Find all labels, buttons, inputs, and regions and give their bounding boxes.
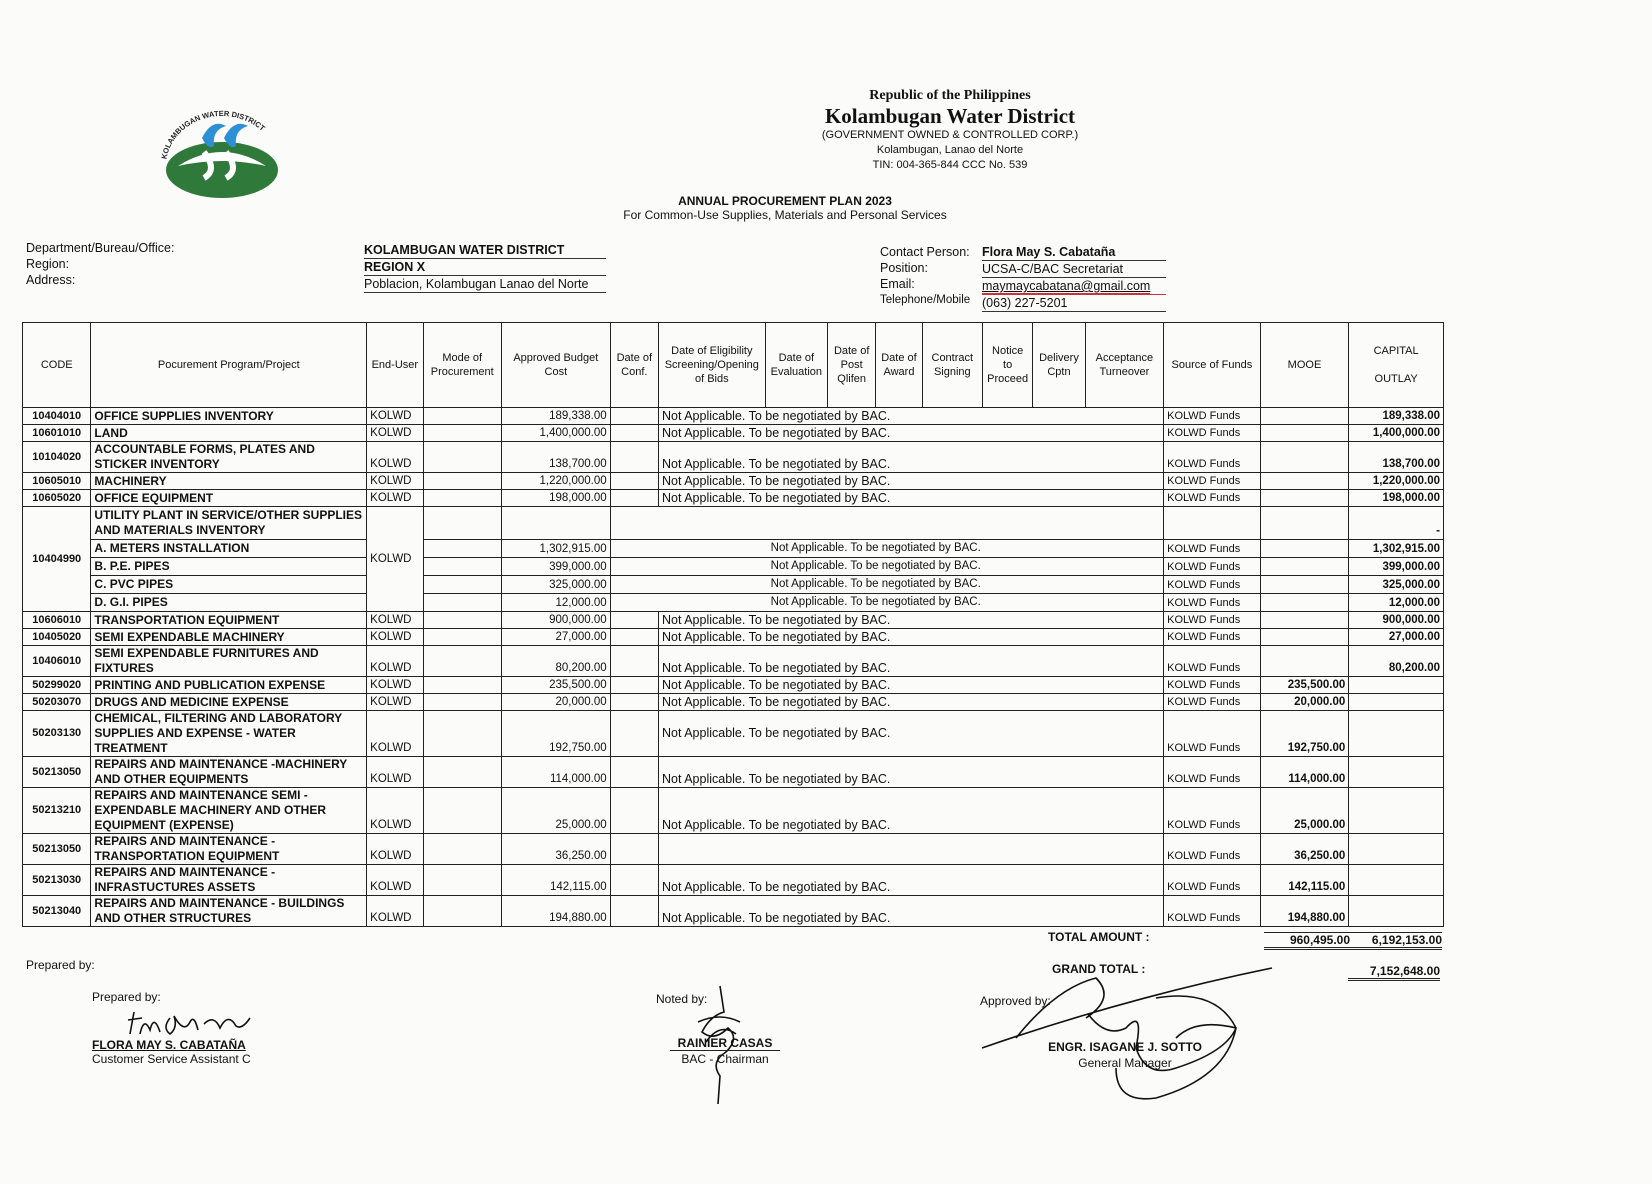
table-cell	[1349, 834, 1444, 865]
table-cell: LAND	[91, 425, 367, 442]
table-cell	[423, 507, 501, 540]
table-cell	[610, 711, 658, 757]
table-cell: KOLWD Funds	[1164, 557, 1261, 575]
plan-title-block	[560, 194, 1010, 222]
col-mooe: MOOE	[1260, 323, 1349, 408]
table-row	[23, 507, 1444, 540]
table-cell: 114,000.00	[501, 757, 610, 788]
table-cell: 10605020	[23, 490, 91, 507]
dept-label: Department/Bureau/Office:	[26, 241, 175, 255]
table-row	[23, 694, 1444, 711]
table-cell: 1,400,000.00	[501, 425, 610, 442]
table-cell	[423, 612, 501, 629]
col-capital: CAPITAL OUTLAY	[1349, 323, 1444, 408]
table-row	[23, 865, 1444, 896]
table-cell	[1260, 490, 1349, 507]
table-row	[23, 442, 1444, 473]
table-cell: OFFICE EQUIPMENT	[91, 490, 367, 507]
table-cell	[423, 711, 501, 757]
table-cell: 192,750.00	[1260, 711, 1349, 757]
region-value: REGION X	[364, 259, 606, 276]
table-cell: 198,000.00	[1349, 490, 1444, 507]
table-row	[23, 711, 1444, 757]
table-cell: KOLWD Funds	[1164, 539, 1261, 557]
table-cell: -	[1349, 507, 1444, 540]
contact-labels	[880, 244, 970, 308]
table-cell: C. PVC PIPES	[91, 575, 367, 593]
table-cell: 80,200.00	[1349, 646, 1444, 677]
table-cell	[423, 629, 501, 646]
total-mooe: 960,495.00	[1264, 932, 1350, 950]
region-label: Region:	[26, 257, 70, 271]
table-cell: 10606010	[23, 612, 91, 629]
contact-person-label: Contact Person:	[880, 245, 970, 259]
prepared-title: Customer Service Assistant C	[92, 1052, 251, 1066]
table-cell: KOLWD	[367, 694, 423, 711]
table-row	[23, 629, 1444, 646]
table-row	[23, 896, 1444, 927]
contact-phone: (063) 227-5201	[982, 295, 1166, 312]
office-values	[364, 242, 606, 293]
table-cell	[1260, 473, 1349, 490]
table-cell: Not Applicable. To be negotiated by BAC.	[658, 629, 1163, 646]
prepared-label: Prepared by:	[92, 990, 161, 1004]
table-cell: 900,000.00	[1349, 612, 1444, 629]
table-cell: REPAIRS AND MAINTENANCE - TRANSPORTATION EQUIPMENT	[91, 834, 367, 865]
district-logo	[158, 108, 286, 198]
table-cell: 142,115.00	[501, 865, 610, 896]
table-cell	[610, 788, 658, 834]
table-cell	[423, 593, 501, 611]
table-cell: KOLWD	[367, 408, 423, 425]
table-cell: 142,115.00	[1260, 865, 1349, 896]
table-cell	[423, 490, 501, 507]
table-cell	[423, 865, 501, 896]
table-cell: PRINTING AND PUBLICATION EXPENSE	[91, 677, 367, 694]
table-cell: CHEMICAL, FILTERING AND LABORATORY SUPPLIES AND EXPENSE - WATER TREATMENT	[91, 711, 367, 757]
table-cell: KOLWD Funds	[1164, 646, 1261, 677]
plan-subtitle: For Common-Use Supplies, Materials and Personal Services	[623, 208, 947, 222]
table-cell: 27,000.00	[1349, 629, 1444, 646]
table-cell: SEMI EXPENDABLE FURNITURES AND FIXTURES	[91, 646, 367, 677]
table-cell	[610, 694, 658, 711]
table-cell: 20,000.00	[1260, 694, 1349, 711]
corp-type: (GOVERNMENT OWNED & CONTROLLED CORP.)	[821, 129, 1079, 141]
dept-value: KOLAMBUGAN WATER DISTRICT	[364, 242, 606, 259]
table-cell	[610, 757, 658, 788]
table-cell: TRANSPORTATION EQUIPMENT	[91, 612, 367, 629]
position-label: Position:	[880, 261, 928, 275]
table-cell: KOLWD Funds	[1164, 629, 1261, 646]
table-cell	[423, 694, 501, 711]
table-cell: Not Applicable. To be negotiated by BAC.	[658, 896, 1163, 927]
table-cell	[1260, 575, 1349, 593]
table-cell: 399,000.00	[1349, 557, 1444, 575]
noted-label: Noted by:	[656, 992, 708, 1006]
table-cell: KOLWD	[367, 629, 423, 646]
table-cell: REPAIRS AND MAINTENANCE -MACHINERY AND OTHER EQUIPMENTS	[91, 757, 367, 788]
contact-values	[982, 244, 1166, 312]
table-cell: SEMI EXPENDABLE MACHINERY	[91, 629, 367, 646]
col-program: Pocurement Program/Project	[91, 323, 367, 408]
table-cell	[610, 865, 658, 896]
table-cell	[610, 834, 658, 865]
table-cell: 10404990	[23, 507, 91, 612]
table-cell	[610, 612, 658, 629]
noted-name: RAINIER CASAS	[670, 1036, 780, 1051]
table-cell	[1349, 788, 1444, 834]
table-cell: 399,000.00	[501, 557, 610, 575]
noted-title: BAC - Chairman	[681, 1052, 769, 1066]
table-cell: UTILITY PLANT IN SERVICE/OTHER SUPPLIES AND MATERIALS INVENTORY	[91, 507, 367, 540]
table-cell: 325,000.00	[1349, 575, 1444, 593]
table-cell: 325,000.00	[501, 575, 610, 593]
table-cell: KOLWD	[367, 490, 423, 507]
table-cell	[1349, 677, 1444, 694]
table-cell: MACHINERY	[91, 473, 367, 490]
contact-person: Flora May S. Cabataña	[982, 244, 1166, 261]
table-cell	[610, 896, 658, 927]
table-cell: REPAIRS AND MAINTENANCE - INFRASTUCTURES ASSETS	[91, 865, 367, 896]
table-cell	[1260, 539, 1349, 557]
col-post: Date of Post Qlifen	[828, 323, 876, 408]
table-cell: KOLWD	[367, 677, 423, 694]
table-cell: 198,000.00	[501, 490, 610, 507]
table-cell: 192,750.00	[501, 711, 610, 757]
approved-signature	[976, 958, 1276, 1108]
prepared-outer-label: Prepared by:	[26, 958, 95, 972]
col-mode: Mode of Procurement	[423, 323, 501, 408]
table-cell: 138,700.00	[1349, 442, 1444, 473]
table-row	[23, 408, 1444, 425]
table-cell	[610, 442, 658, 473]
table-cell	[610, 425, 658, 442]
table-cell: KOLWD Funds	[1164, 694, 1261, 711]
plan-title: ANNUAL PROCUREMENT PLAN 2023	[678, 194, 892, 208]
table-cell: 50203070	[23, 694, 91, 711]
table-cell: KOLWD Funds	[1164, 788, 1261, 834]
table-cell: Not Applicable. To be negotiated by BAC.	[658, 442, 1163, 473]
table-cell: KOLWD	[367, 865, 423, 896]
table-cell: 10404010	[23, 408, 91, 425]
table-cell: KOLWD	[367, 442, 423, 473]
table-cell: KOLWD	[367, 425, 423, 442]
table-row	[23, 834, 1444, 865]
col-code: CODE	[23, 323, 91, 408]
table-cell	[423, 788, 501, 834]
table-cell: Not Applicable. To be negotiated by BAC.	[658, 711, 1163, 757]
table-cell: KOLWD	[367, 711, 423, 757]
table-cell: Not Applicable. To be negotiated by BAC.	[658, 408, 1163, 425]
table-cell: 235,500.00	[501, 677, 610, 694]
table-cell: 20,000.00	[501, 694, 610, 711]
table-cell: 194,880.00	[1260, 896, 1349, 927]
contact-position: UCSA-C/BAC Secretariat	[982, 261, 1166, 278]
table-cell: Not Applicable. To be negotiated by BAC.	[658, 757, 1163, 788]
table-cell: 27,000.00	[501, 629, 610, 646]
table-cell: Not Applicable. To be negotiated by BAC.	[658, 473, 1163, 490]
table-cell: 189,338.00	[501, 408, 610, 425]
table-cell: A. METERS INSTALLATION	[91, 539, 367, 557]
table-cell	[658, 834, 1163, 865]
table-cell: KOLWD	[367, 507, 423, 612]
email-label: Email:	[880, 277, 915, 291]
col-conf: Date of Conf.	[610, 323, 658, 408]
table-row	[23, 677, 1444, 694]
table-cell	[423, 677, 501, 694]
table-cell: 10605010	[23, 473, 91, 490]
table-cell: KOLWD Funds	[1164, 612, 1261, 629]
table-cell: 10104020	[23, 442, 91, 473]
table-cell	[1349, 896, 1444, 927]
table-cell: 10601010	[23, 425, 91, 442]
table-cell: 50213210	[23, 788, 91, 834]
approved-title: General Manager	[1078, 1056, 1172, 1070]
table-cell: 50213050	[23, 757, 91, 788]
table-cell: KOLWD Funds	[1164, 442, 1261, 473]
table-cell: KOLWD	[367, 646, 423, 677]
table-cell	[1260, 408, 1349, 425]
table-cell: 25,000.00	[501, 788, 610, 834]
table-cell	[423, 425, 501, 442]
table-cell: Not Applicable. To be negotiated by BAC.	[658, 788, 1163, 834]
table-cell	[1260, 646, 1349, 677]
table-cell: 194,880.00	[501, 896, 610, 927]
approved-name: ENGR. ISAGANE J. SOTTO	[1048, 1040, 1202, 1054]
table-cell	[423, 575, 501, 593]
table-header-row	[23, 323, 1444, 408]
table-cell: 1,302,915.00	[1349, 539, 1444, 557]
table-cell: 80,200.00	[501, 646, 610, 677]
table-cell	[423, 834, 501, 865]
grand-total-label: GRAND TOTAL :	[1052, 962, 1146, 976]
table-row	[23, 490, 1444, 507]
table-cell	[1260, 507, 1349, 540]
location: Kolambugan, Lanao del Norte	[876, 144, 1024, 156]
table-cell	[1349, 865, 1444, 896]
table-cell	[610, 677, 658, 694]
table-cell: Not Applicable. To be negotiated by BAC. Not Applicable. To be negotiated by BAC. Not Applicable. To be negotiated by BAC. Not Applicable. To be negotiated by BAC.	[610, 507, 1163, 612]
table-cell: KOLWD	[367, 896, 423, 927]
total-label: TOTAL AMOUNT :	[1048, 930, 1150, 944]
table-cell: OFFICE SUPPLIES INVENTORY	[91, 408, 367, 425]
table-cell: 12,000.00	[1349, 593, 1444, 611]
table-cell: KOLWD	[367, 612, 423, 629]
table-row	[23, 646, 1444, 677]
table-cell: Not Applicable. To be negotiated by BAC.	[658, 646, 1163, 677]
table-cell	[423, 557, 501, 575]
table-cell: KOLWD Funds	[1164, 408, 1261, 425]
table-cell: KOLWD	[367, 757, 423, 788]
table-cell: DRUGS AND MEDICINE EXPENSE	[91, 694, 367, 711]
table-cell: 10406010	[23, 646, 91, 677]
table-cell: KOLWD Funds	[1164, 677, 1261, 694]
col-award: Date of Award	[876, 323, 922, 408]
table-cell	[423, 646, 501, 677]
table-cell	[1164, 507, 1261, 540]
table-cell	[423, 896, 501, 927]
address-value: Poblacion, Kolambugan Lanao del Norte	[364, 276, 606, 293]
table-cell: KOLWD	[367, 788, 423, 834]
table-cell	[610, 490, 658, 507]
republic-line: Republic of the Philippines	[869, 88, 1031, 103]
table-cell: Not Applicable. To be negotiated by BAC.	[658, 490, 1163, 507]
table-cell: KOLWD Funds	[1164, 834, 1261, 865]
table-cell: KOLWD Funds	[1164, 593, 1261, 611]
table-cell: 12,000.00	[501, 593, 610, 611]
table-cell: KOLWD Funds	[1164, 757, 1261, 788]
table-cell: KOLWD	[367, 834, 423, 865]
table-cell	[1260, 442, 1349, 473]
col-ntp: Notice to Proceed	[982, 323, 1032, 408]
table-cell	[610, 646, 658, 677]
table-cell: 138,700.00	[501, 442, 610, 473]
table-cell	[423, 757, 501, 788]
table-cell: Not Applicable. To be negotiated by BAC.	[658, 865, 1163, 896]
table-cell: 1,220,000.00	[501, 473, 610, 490]
table-cell	[423, 408, 501, 425]
table-cell	[1349, 694, 1444, 711]
table-cell: KOLWD Funds	[1164, 575, 1261, 593]
col-end-user: End-User	[367, 323, 423, 408]
table-cell: 189,338.00	[1349, 408, 1444, 425]
col-contract: Contract Signing	[922, 323, 982, 408]
grand-total: 7,152,648.00	[1348, 964, 1440, 981]
table-cell: KOLWD Funds	[1164, 865, 1261, 896]
table-cell	[1260, 425, 1349, 442]
table-cell: 25,000.00	[1260, 788, 1349, 834]
document-header	[700, 88, 1200, 173]
table-cell: Not Applicable. To be negotiated by BAC.	[658, 677, 1163, 694]
table-cell: Not Applicable. To be negotiated by BAC.	[658, 425, 1163, 442]
table-cell: 36,250.00	[501, 834, 610, 865]
table-row	[23, 425, 1444, 442]
table-cell	[423, 539, 501, 557]
table-cell: Not Applicable. To be negotiated by BAC.	[658, 612, 1163, 629]
table-cell: 1,220,000.00	[1349, 473, 1444, 490]
table-cell: 50213040	[23, 896, 91, 927]
table-cell: 36,250.00	[1260, 834, 1349, 865]
table-cell: 900,000.00	[501, 612, 610, 629]
contact-email[interactable]: maymaycabatana@gmail.com	[982, 278, 1166, 295]
table-cell: KOLWD Funds	[1164, 490, 1261, 507]
table-cell: 50213050	[23, 834, 91, 865]
table-cell: KOLWD Funds	[1164, 896, 1261, 927]
table-cell	[610, 408, 658, 425]
table-cell: 235,500.00	[1260, 677, 1349, 694]
table-cell: KOLWD Funds	[1164, 711, 1261, 757]
procurement-table	[22, 322, 1444, 927]
logo-text: KOLAMBUGAN WATER DISTRICT	[159, 108, 267, 160]
table-cell: 50213030	[23, 865, 91, 896]
table-cell	[1260, 557, 1349, 575]
table-cell	[1260, 593, 1349, 611]
table-cell: Not Applicable. To be negotiated by BAC.	[658, 694, 1163, 711]
table-cell: 10405020	[23, 629, 91, 646]
total-capital: 6,192,153.00	[1350, 932, 1442, 950]
org-name: Kolambugan Water District	[824, 104, 1076, 128]
col-delivery: Delivery Cptn	[1033, 323, 1085, 408]
col-accept: Acceptance Turneover	[1085, 323, 1163, 408]
table-row	[23, 612, 1444, 629]
table-cell: 50299020	[23, 677, 91, 694]
tin: TIN: 004-365-844 CCC No. 539	[872, 159, 1028, 171]
col-abc: Approved Budget Cost	[501, 323, 610, 408]
col-source: Source of Funds	[1164, 323, 1261, 408]
table-row	[23, 473, 1444, 490]
table-cell	[501, 507, 610, 540]
table-cell: D. G.I. PIPES	[91, 593, 367, 611]
table-cell: KOLWD	[367, 473, 423, 490]
table-cell: REPAIRS AND MAINTENANCE - BUILDINGS AND OTHER STRUCTURES	[91, 896, 367, 927]
table-row	[23, 788, 1444, 834]
table-cell	[610, 629, 658, 646]
table-cell: B. P.E. PIPES	[91, 557, 367, 575]
table-cell	[1260, 612, 1349, 629]
prepared-name: FLORA MAY S. CABATAÑA	[92, 1038, 246, 1052]
table-cell	[423, 473, 501, 490]
table-cell	[1349, 757, 1444, 788]
table-cell	[1260, 629, 1349, 646]
table-cell	[610, 473, 658, 490]
col-elig: Date of Eligibility Screening/Opening of Bids	[658, 323, 765, 408]
table-cell	[1349, 711, 1444, 757]
col-eval: Date of Evaluation	[765, 323, 827, 408]
table-row	[23, 757, 1444, 788]
table-cell: KOLWD Funds	[1164, 473, 1261, 490]
table-cell: KOLWD Funds	[1164, 425, 1261, 442]
office-labels	[26, 240, 174, 288]
table-cell: 1,302,915.00	[501, 539, 610, 557]
table-cell: 1,400,000.00	[1349, 425, 1444, 442]
phone-label: Telephone/Mobile	[880, 294, 971, 306]
table-cell: 114,000.00	[1260, 757, 1349, 788]
table-cell: 50203130	[23, 711, 91, 757]
table-cell: REPAIRS AND MAINTENANCE SEMI - EXPENDABLE MACHINERY AND OTHER EQUIPMENT (EXPENSE)	[91, 788, 367, 834]
address-label: Address:	[26, 273, 76, 287]
approved-label: Approved by:	[980, 994, 1051, 1008]
table-cell	[423, 442, 501, 473]
table-cell: ACCOUNTABLE FORMS, PLATES AND STICKER INVENTORY	[91, 442, 367, 473]
